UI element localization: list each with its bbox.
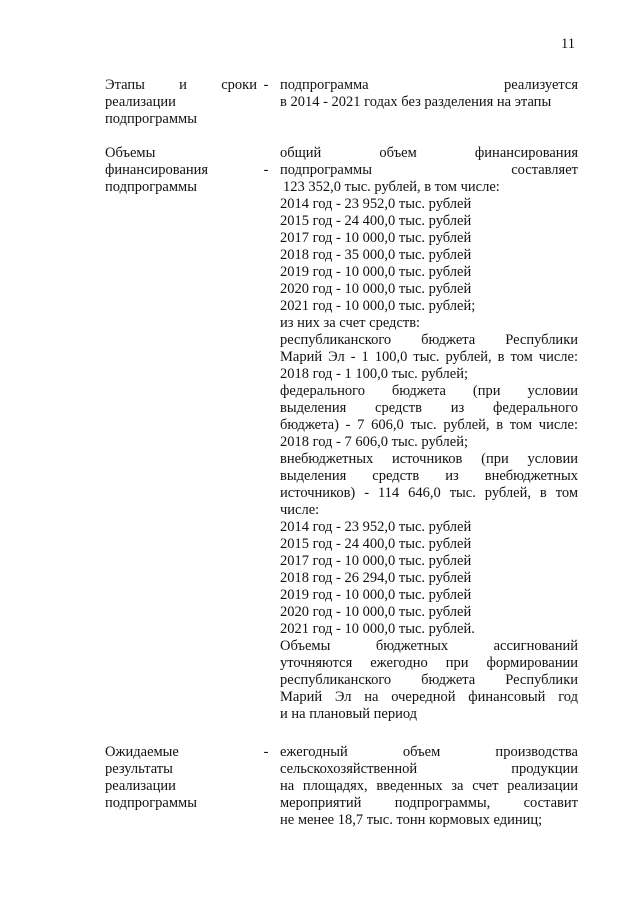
row-label-results xyxy=(105,744,257,812)
content-line: подпрограмма реализуется xyxy=(280,77,578,93)
label-line: подпрограммы xyxy=(105,179,197,195)
content-line: 2018 год - 35 000,0 тыс. рублей xyxy=(280,247,472,263)
label-line: результаты xyxy=(105,761,173,777)
page-number: 11 xyxy=(561,36,575,52)
content-line: 2018 год - 7 606,0 тыс. рублей; xyxy=(280,434,468,450)
content-line: 2021 год - 10 000,0 тыс. рублей; xyxy=(280,298,476,314)
content-line: Объемы бюджетных ассигнований xyxy=(280,638,578,654)
content-line: на площадях, введенных за счет реализации xyxy=(280,778,578,794)
content-line: ежегодный объем производства xyxy=(280,744,578,760)
content-line: 2018 год - 26 294,0 тыс. рублей xyxy=(280,570,472,586)
row-dash: - xyxy=(263,744,269,760)
content-line: в 2014 - 2021 годах без разделения на этапы xyxy=(280,94,552,110)
content-line: Марий Эл - 1 100,0 тыс. рублей, в том числе: xyxy=(280,349,578,365)
content-line: и на плановый период xyxy=(280,706,418,722)
content-line: 2017 год - 10 000,0 тыс. рублей xyxy=(280,553,472,569)
content-line: 2020 год - 10 000,0 тыс. рублей xyxy=(280,604,472,620)
content-line: 2015 год - 24 400,0 тыс. рублей xyxy=(280,536,472,552)
content-line: внебюджетных источников (при условии xyxy=(280,451,578,467)
content-line: Марий Эл на очередной финансовый год xyxy=(280,689,578,705)
row-label-stages xyxy=(105,77,257,128)
row-dash: - xyxy=(263,77,269,93)
content-line: республиканского бюджета Республики xyxy=(280,332,578,348)
content-line: 2017 год - 10 000,0 тыс. рублей xyxy=(280,230,472,246)
content-line: республиканского бюджета Республики xyxy=(280,672,578,688)
label-line: подпрограммы xyxy=(105,795,197,811)
content-line: федерального бюджета (при условии xyxy=(280,383,578,399)
content-line: 2020 год - 10 000,0 тыс. рублей xyxy=(280,281,472,297)
content-line: 2014 год - 23 952,0 тыс. рублей xyxy=(280,519,472,535)
content-line: 2021 год - 10 000,0 тыс. рублей. xyxy=(280,621,475,637)
content-line: уточняются ежегодно при формировании xyxy=(280,655,578,671)
content-line: 2014 год - 23 952,0 тыс. рублей xyxy=(280,196,472,212)
row-content-results xyxy=(280,744,578,829)
label-line: подпрограммы xyxy=(105,111,197,127)
content-line: 2015 год - 24 400,0 тыс. рублей xyxy=(280,213,472,229)
content-line: из них за счет средств: xyxy=(280,315,421,331)
label-line: Объемы xyxy=(105,145,156,161)
content-line: не менее 18,7 тыс. тонн кормовых единиц; xyxy=(280,812,543,828)
content-line: 2019 год - 10 000,0 тыс. рублей xyxy=(280,264,472,280)
content-line: подпрограммы составляет xyxy=(280,162,578,178)
content-line: 2019 год - 10 000,0 тыс. рублей xyxy=(280,587,472,603)
label-line: Ожидаемые xyxy=(105,744,179,760)
content-line: 2018 год - 1 100,0 тыс. рублей; xyxy=(280,366,468,382)
content-line: общий объем финансирования xyxy=(280,145,578,161)
content-line: числе: xyxy=(280,502,320,518)
content-line: выделения средств из федерального xyxy=(280,400,578,416)
label-line: реализации xyxy=(105,94,176,110)
content-line: источников) - 114 646,0 тыс. рублей, в том xyxy=(280,485,578,501)
content-line: сельскохозяйственной продукции xyxy=(280,761,578,777)
label-line: реализации xyxy=(105,778,176,794)
content-line: мероприятий подпрограммы, составит xyxy=(280,795,578,811)
content-line: выделения средств из внебюджетных xyxy=(280,468,578,484)
row-label-funding xyxy=(105,145,257,196)
row-content-stages xyxy=(280,77,578,111)
label-line: финансирования xyxy=(105,162,209,178)
label-line: Этапы и сроки xyxy=(105,77,257,93)
row-content-funding xyxy=(280,145,578,723)
content-line: бюджета) - 7 606,0 тыс. рублей, в том числе: xyxy=(280,417,578,433)
row-dash: - xyxy=(263,162,269,178)
content-line: 123 352,0 тыс. рублей, в том числе: xyxy=(283,179,500,195)
